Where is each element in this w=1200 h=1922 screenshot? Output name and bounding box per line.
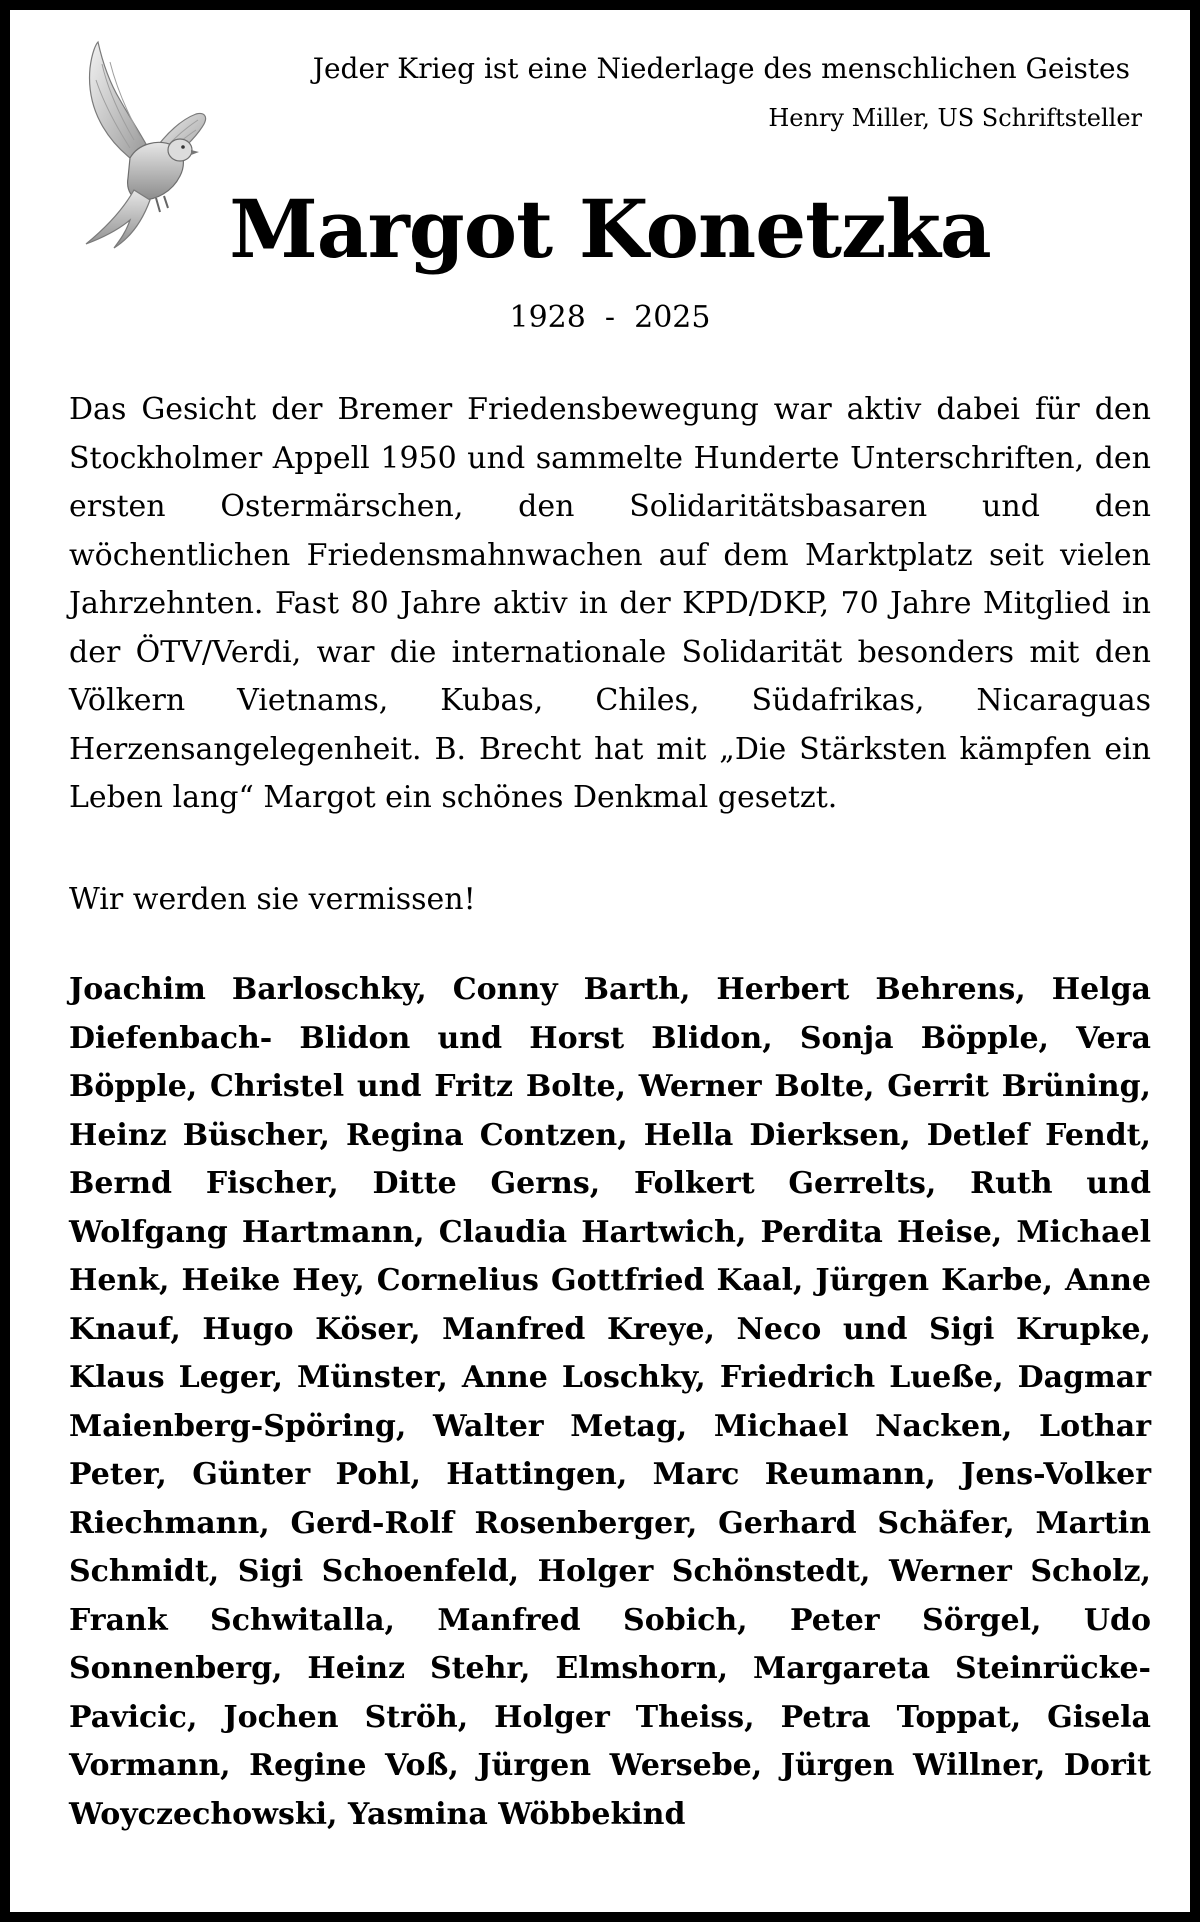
life-dates: 1928 - 2025 [509, 300, 711, 335]
signers-list: Joachim Barloschky, Conny Barth, Herbert Behrens, Helga Diefenbach- Blidon und Horst Blidon, Sonja Böpple, Vera Böpple, Christel und Fritz Bolte, Werner Bolte, Gerrit Brüning, Heinz Büscher, Regina Contzen, Hella Dierksen, Detlef Fendt, Bernd Fischer, Ditte Gerns, Folkert Gerrelts, Ruth und Wolfgang Hartmann, Claudia Hartwich, Perdita Heise, Michael Henk, Heike Hey, Cornelius Gottfried Kaal, Jürgen Karbe, Anne Knauf, Hugo Köser, Manfred Kreye, Neco und Sigi Krupke, Klaus Leger, Münster, Anne Loschky, Friedrich Lueße, Dagmar Maienberg-Spöring, Walter Metag, Michael Nacken, Lothar Peter, Günter Pohl, Hattingen, Marc Reumann, Jens-Volker Riechmann, Gerd-Rolf Rosenberger, Gerhard Schäfer, Martin Schmidt, Sigi Schoenfeld, Holger Schönstedt, Werner Scholz, Frank Schwitalla, Manfred Sobich, Peter Sörgel, Udo Sonnenberg, Heinz Stehr, Elmshorn, Margareta Steinrücke-Pavicic, Jochen Ströh, Holger Theiss, Petra Toppat, Gisela Vormann, Regine Voß, Jürgen Wersebe, Jürgen Willner, Dorit Woyczechowski, Yasmina Wöbbekind [69, 972, 1151, 1832]
deceased-name: Margot Konetzka [229, 182, 991, 276]
quote-text: Jeder Krieg ist eine Niederlage des menschlichen Geistes [312, 52, 1130, 85]
closing-line: Wir werden sie vermissen! [69, 882, 476, 917]
quote-author: Henry Miller, US Schriftsteller [768, 104, 1142, 132]
obituary-text: Das Gesicht der Bremer Friedensbewegung war aktiv dabei für den Stockholmer Appell 1950 und sammelte Hunderte Unterschriften, den ersten Ostermärschen, den Solidaritätsbasaren und den wöchentlichen Friedensmahnwachen auf dem Marktplatz seit vielen Jahrzehnten. Fast 80 Jahre aktiv in der KPD/DKP, 70 Jahre Mitglied in der ÖTV/Verdi, war die internationale Solidarität besonders mit den Völkern Vietnams, Kubas, Chiles, Südafrikas, Nicaraguas Herzensangelegenheit. B. Brecht hat mit „Die Stärksten kämpfen ein Leben lang“ Margot ein schönes Denkmal gesetzt. [69, 392, 1151, 815]
